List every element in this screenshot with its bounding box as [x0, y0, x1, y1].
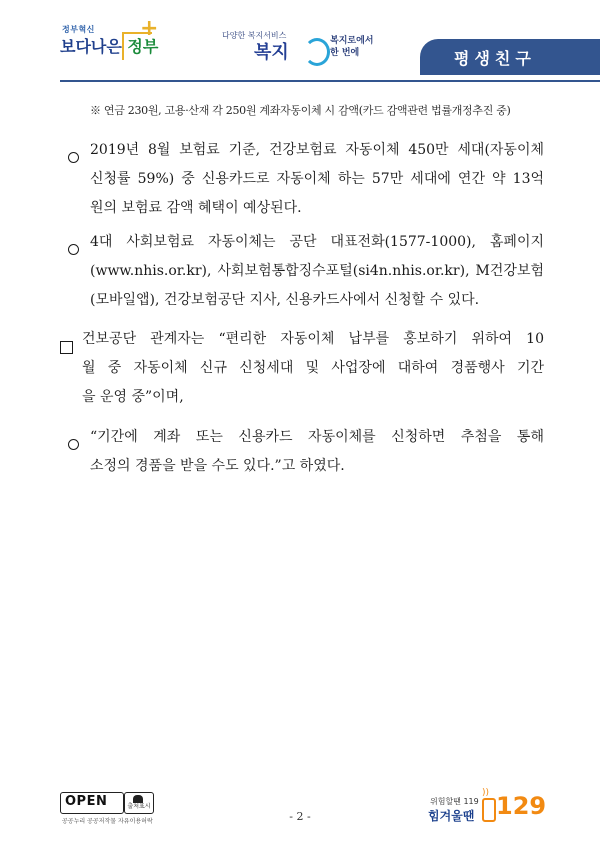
header [0, 0, 600, 88]
open-word: OPEN [65, 794, 108, 809]
helpline-129-logo [428, 786, 558, 826]
bokjiro-right-line2: 한 번에 [330, 48, 360, 58]
text-line: 소정의 경품을 받을 수도 있다.”고 하였다. [90, 458, 345, 474]
text-line: 을 운영 중”이며, [82, 389, 184, 405]
circle-bullet-icon [68, 439, 79, 450]
license-type-badge: 출처표시 [124, 792, 154, 814]
text-line: 4대 사회보험료 자동이체는 공단 대표전화(1577-1000), 홈페이지 [90, 234, 544, 250]
government-innovation-logo [60, 16, 159, 64]
helpline-number: 129 [496, 792, 547, 820]
helpline-line2: 힘겨울땐 [428, 809, 475, 823]
bokjiro-main-text: 복지 [254, 42, 289, 63]
text-line: 원의 보험료 감액 혜택이 예상된다. [90, 200, 302, 216]
attribution-icon [133, 795, 143, 803]
helpline-line1: 위험할땐 119 [430, 797, 479, 806]
text-line: 월 중 자동이체 신규 신청세대 및 사업장에 대하여 경품행사 기간 [82, 360, 544, 376]
bokjiro-sub-text: 다양한 복지서비스 [222, 31, 287, 40]
circle-bullet-icon [68, 152, 79, 163]
list-item [82, 325, 544, 412]
text-line: 건보공단 관계자는 “편리한 자동이체 납부를 홍보하기 위하여 10 [82, 331, 544, 347]
header-tag [420, 39, 600, 75]
logo-big-text: 보다나은 정부 [60, 37, 159, 56]
list-item [90, 423, 544, 481]
text-line: “기간에 계좌 또는 신용카드 자동이체를 신청하면 추첨을 통해 [90, 429, 544, 445]
list-item [90, 228, 544, 315]
text-line: (모바일앱), 건강보험공단 지사, 신용카드사에서 신청할 수 있다. [90, 292, 480, 308]
list-item [90, 136, 544, 223]
text-line: (www.nhis.or.kr), 사회보험통합징수포털(si4n.nhis.or.kr), M건강보험 [90, 263, 544, 279]
square-bullet-icon [60, 341, 73, 354]
phone-icon [482, 798, 496, 822]
logo-plus-icon: + [140, 16, 159, 41]
header-divider [60, 80, 600, 82]
reference-note: ※ 연금 230원, 고용·산재 각 250원 계좌자동이체 시 감액(카드 감액관련 법률개정추진 중) [90, 104, 511, 117]
logo-small-text: 정부혁신 [62, 25, 95, 34]
header-tag-label: 평생친구 [454, 49, 536, 68]
bokjiro-arc-icon [304, 38, 330, 66]
text-line: 2019년 8월 보험료 기준, 건강보험료 자동이체 450만 세대(자동이체 [90, 142, 544, 158]
text-line: 신청률 59%) 중 신용카드로 자동이체 하는 57만 세대에 연간 약 13억 [90, 171, 544, 187]
page-number: - 2 - [289, 810, 311, 823]
bokjiro-logo [220, 30, 380, 66]
bokjiro-right-line1: 복지로에서 [330, 36, 374, 46]
circle-bullet-icon [68, 244, 79, 255]
signal-wave-icon: )) [482, 788, 490, 798]
open-caption: 공공누리 공공저작물 자유이용허락 [62, 818, 153, 825]
